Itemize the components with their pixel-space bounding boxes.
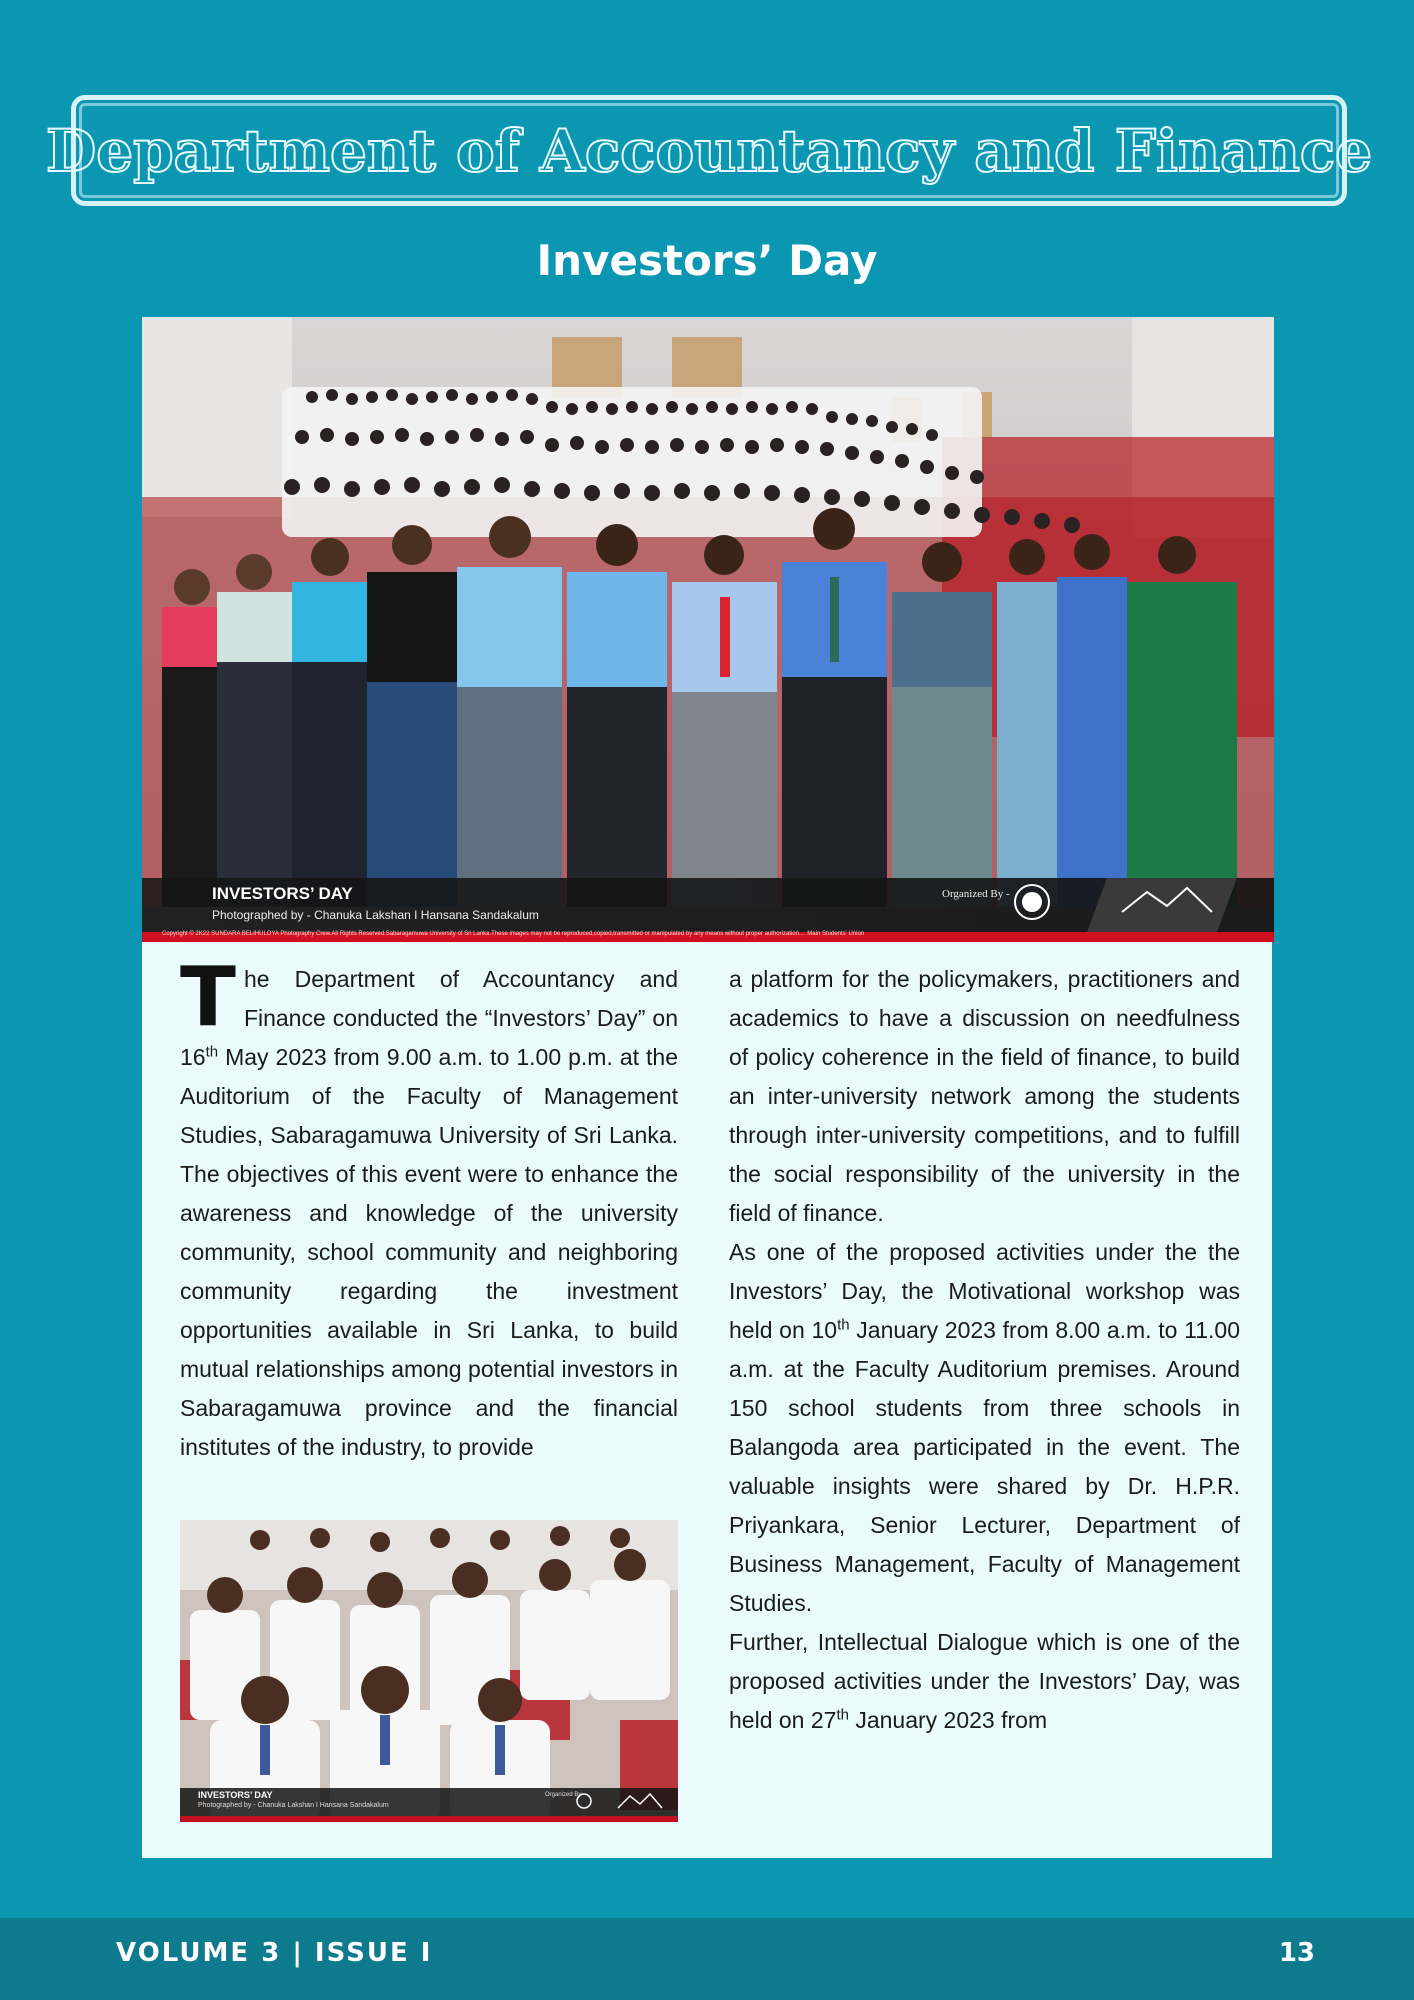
union-logo-icon <box>1087 878 1237 932</box>
photo-caption-bar <box>180 1788 678 1816</box>
article-paragraph-1 <box>180 950 678 1467</box>
photo-copyright-strip <box>142 932 1274 942</box>
article-text: As one of the proposed activities under the the Investors’ Day, the Motivational workshop was held on 10 <box>729 1239 1240 1343</box>
photo-copyright-strip <box>180 1816 678 1822</box>
photo-caption-credit: Photographed by - Chanuka Lakshan I Hansana Sandakalum <box>212 908 539 922</box>
article-column-right <box>729 960 1240 1740</box>
page-footer <box>0 1918 1414 2000</box>
article-paragraph-2: a platform for the policymakers, practitioners and academics to have a discussion on needfulness of policy coherence in the field of finance, to build an inter-university network among the students through inter-university competitions, and to fulfill the social responsibility of the university in the field of finance. <box>729 966 1240 1226</box>
article-text: he Department of Accountancy and Finance conducted the “Investors’ Day” on 16 <box>180 966 678 1070</box>
page-title: Department of Accountancy and Finance <box>45 116 1373 185</box>
photo-caption-bar <box>142 878 1274 932</box>
photo-organized-by: Organized By - <box>942 888 1010 900</box>
students-photo-illustration <box>180 1520 678 1822</box>
superscript: th <box>837 1316 850 1334</box>
title-banner <box>45 95 1373 206</box>
page-subtitle: Investors’ Day <box>536 236 878 285</box>
photo-caption-title: INVESTORS’ DAY <box>212 884 353 903</box>
volume-issue: VOLUME 3 | ISSUE I <box>116 1938 433 1968</box>
article-text: January 2023 from <box>848 1707 1048 1733</box>
article-text: May 2023 from 9.00 a.m. to 1.00 p.m. at the Auditorium of the Faculty of Management Studies, Sabaragamuwa University of Sri Lanka. The objectives of this event were to enhance the awareness and knowledge of the university community, school community and neighboring community regarding the investment opportunities available in Sri Lanka, to build mutual relationships among potential investors in Sabaragamuwa province and the financial institutes of the industry, to provide <box>180 1044 678 1460</box>
photo-copyright: Copyright © 2K22 SUNDARA BELIHULOYA Photography Crew.All Rights Reserved.Sabaragamuwa University of Sri Lanka.These images may not be reproduced,copied,transmitted or manipulated by any means without proper authorization.... Main Students' Union <box>162 931 865 937</box>
article-text: January 2023 from 8.00 a.m. to 11.00 a.m. at the Faculty Auditorium premises. Around 150 school students from three schools in Balangoda area participated in the event. The valuable insights were shared by Dr. H.P.R. Priyankara, Senior Lecturer, Department of Business Management, Faculty of Management Studies. <box>729 1317 1241 1616</box>
group-photo-illustration <box>142 317 1274 942</box>
superscript: th <box>205 1043 219 1061</box>
organizer-logo-icon <box>1012 882 1052 922</box>
page-number: 13 <box>1278 1938 1315 1968</box>
organizer-logo-icon <box>575 1792 593 1810</box>
superscript: th <box>836 1706 849 1724</box>
photo-caption-credit: Photographed by - Chanuka Lakshan I Hansana Sandakalum <box>198 1802 389 1809</box>
students-photo <box>180 1520 678 1822</box>
article-paragraph-3 <box>729 1233 1240 1623</box>
article-paragraph-4 <box>729 1623 1240 1740</box>
photo-organized-by: Organized By <box>545 1792 582 1798</box>
drop-cap: T <box>180 950 236 1045</box>
article-text: Further, Intellectual Dialogue which is one of the proposed activities under the Investors’ Day, was held on 27 <box>729 1629 1240 1733</box>
hero-photo <box>142 317 1274 942</box>
union-logo-icon <box>610 1788 670 1816</box>
photo-caption-title: INVESTORS’ DAY <box>198 1790 273 1800</box>
article-column-left <box>180 950 678 1467</box>
